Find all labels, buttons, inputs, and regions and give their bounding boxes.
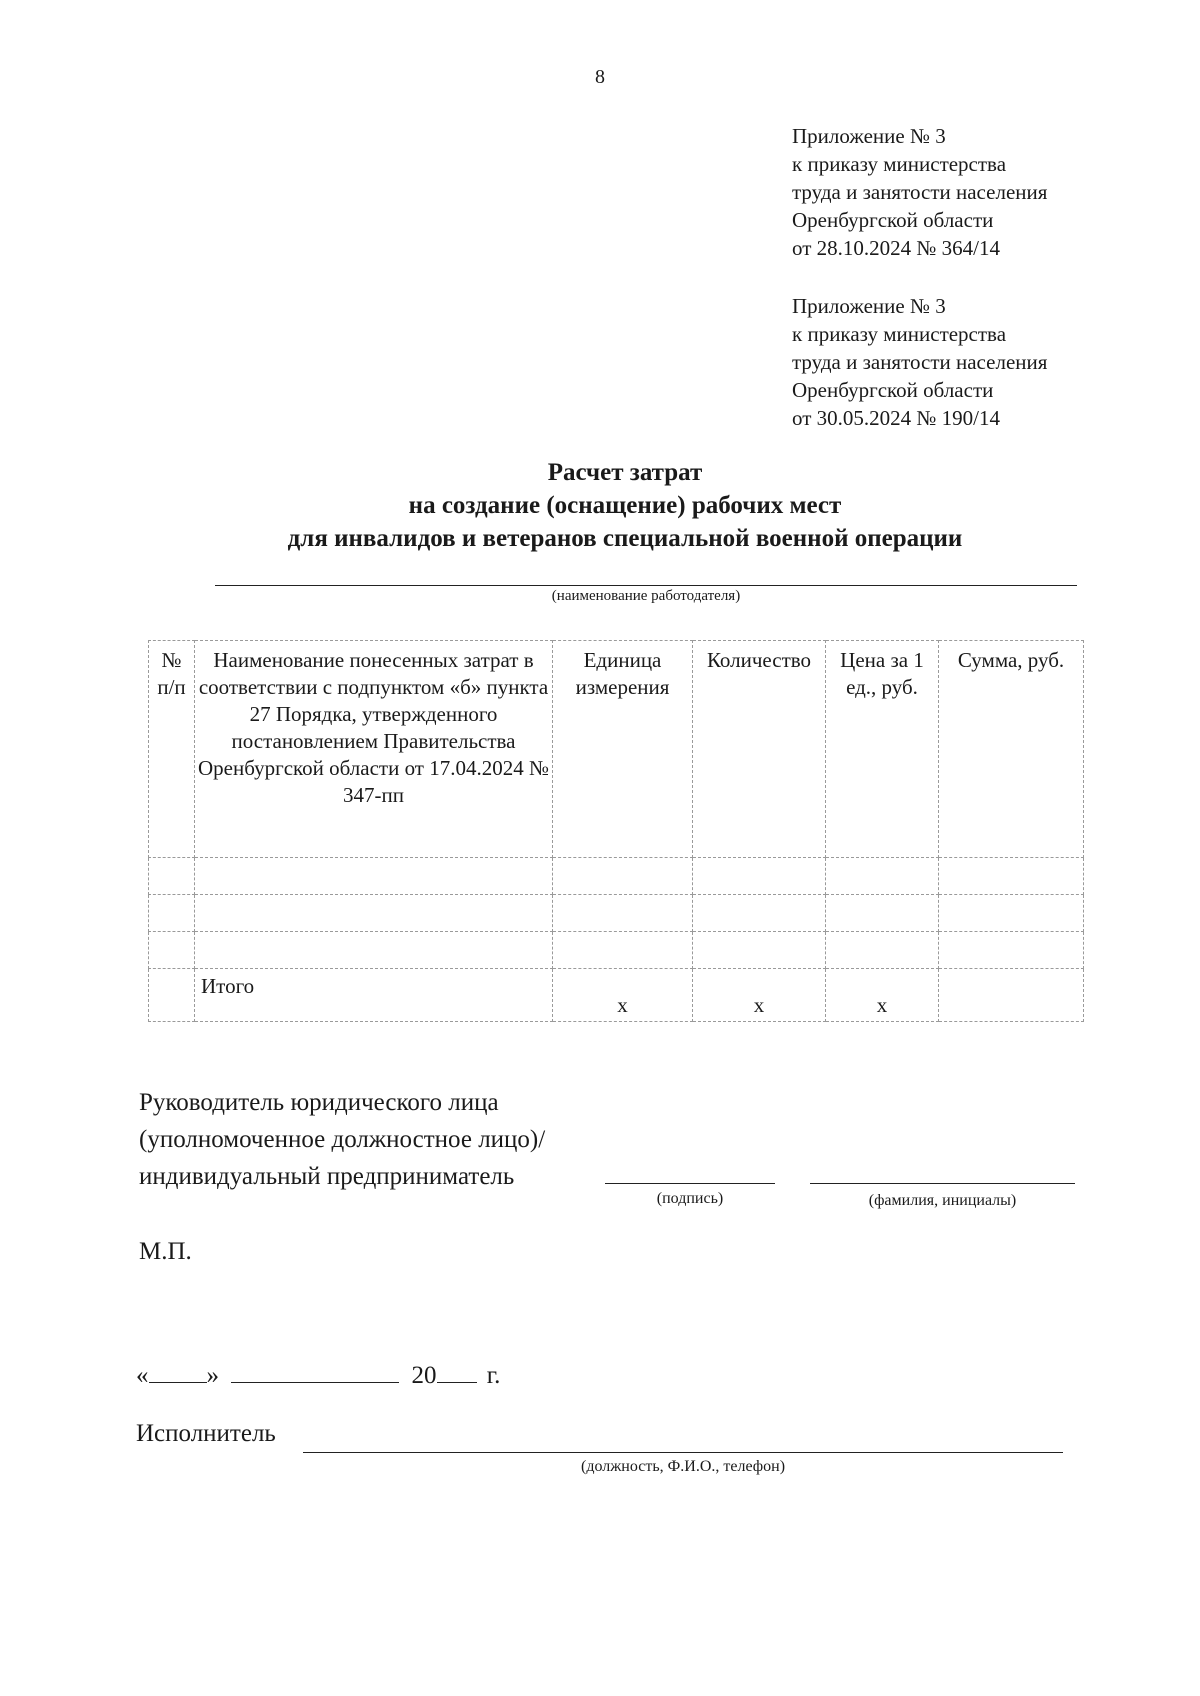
table-cell[interactable]	[939, 858, 1084, 895]
header-sum: Сумма, руб.	[939, 641, 1084, 858]
title-line: Расчет затрат	[547, 459, 703, 486]
table-cell[interactable]	[553, 858, 693, 895]
document-title	[0, 456, 1200, 555]
header-unit: Единица измерения	[553, 641, 693, 858]
table-row	[149, 895, 1084, 932]
total-sum-cell[interactable]	[939, 969, 1084, 1022]
close-quote: »	[206, 1362, 219, 1389]
appendix-line: от 28.10.2024 № 364/14	[792, 236, 1001, 260]
header-num: № п/п	[149, 641, 195, 858]
table-cell[interactable]	[939, 932, 1084, 969]
employer-name-field[interactable]	[215, 585, 1077, 586]
total-label: Итого	[195, 969, 553, 1022]
page-number: 8	[595, 66, 605, 88]
header-cost-name: Наименование понесенных затрат в соответствии с подпунктом «б» пункта 27 Порядка, утвержденного постановлением Правительства Оренбургской области от 17.04.2024 № 347-пп	[195, 641, 553, 858]
year-prefix: 20	[411, 1362, 437, 1389]
appendix-line: Приложение № 3	[792, 294, 946, 318]
table-cell[interactable]	[693, 895, 826, 932]
table-header-row	[149, 641, 1084, 858]
table-cell	[149, 969, 195, 1022]
signatory-line: (уполномоченное должностное лицо)/	[139, 1126, 546, 1153]
table-cell[interactable]	[939, 895, 1084, 932]
name-initials-field[interactable]	[810, 1183, 1075, 1184]
table-cell[interactable]	[693, 858, 826, 895]
cost-table	[148, 640, 1084, 1022]
table-cell[interactable]	[195, 932, 553, 969]
header-quantity: Количество	[693, 641, 826, 858]
signatory-block	[139, 1084, 545, 1195]
title-line: для инвалидов и ветеранов специальной военной операции	[287, 525, 963, 552]
table-cell[interactable]	[553, 895, 693, 932]
table-cell[interactable]	[149, 895, 195, 932]
appendix-line: Оренбургской области	[792, 378, 994, 402]
table-cell[interactable]	[826, 895, 939, 932]
employer-caption: (наименование работодателя)	[551, 588, 741, 604]
table-cell[interactable]	[553, 932, 693, 969]
day-field[interactable]	[149, 1362, 207, 1383]
table-cell[interactable]	[826, 858, 939, 895]
appendix-line: Приложение № 3	[792, 124, 946, 148]
table-cell[interactable]	[149, 858, 195, 895]
table-cell[interactable]	[149, 932, 195, 969]
signatory-line: Руководитель юридического лица	[139, 1089, 499, 1116]
table-row	[149, 858, 1084, 895]
appendix-line: труда и занятости населения	[792, 350, 1048, 374]
appendix-line: труда и занятости населения	[792, 180, 1048, 204]
year-field[interactable]	[437, 1362, 477, 1383]
table-total-row	[149, 969, 1084, 1022]
appendix-current-reference	[792, 122, 1047, 262]
stamp-placeholder: М.П.	[139, 1238, 192, 1265]
executor-caption: (должность, Ф.И.О., телефон)	[580, 1458, 786, 1475]
date-line	[136, 1362, 500, 1390]
header-price: Цена за 1 ед., руб.	[826, 641, 939, 858]
x-mark-quantity: х	[693, 969, 826, 1022]
signature-caption: (подпись)	[656, 1190, 724, 1207]
executor-field[interactable]	[303, 1452, 1063, 1453]
appendix-line: Оренбургской области	[792, 208, 994, 232]
year-suffix: г.	[486, 1362, 501, 1389]
appendix-line: от 30.05.2024 № 190/14	[792, 406, 1001, 430]
appendix-previous-reference	[792, 292, 1047, 432]
table-cell[interactable]	[195, 858, 553, 895]
appendix-line: к приказу министерства	[792, 322, 1007, 346]
table-cell[interactable]	[693, 932, 826, 969]
appendix-line: к приказу министерства	[792, 152, 1007, 176]
name-initials-caption: (фамилия, инициалы)	[868, 1192, 1017, 1209]
table-row	[149, 932, 1084, 969]
title-line: на создание (оснащение) рабочих мест	[408, 492, 842, 519]
open-quote: «	[136, 1362, 149, 1389]
signature-field[interactable]	[605, 1183, 775, 1184]
executor-label: Исполнитель	[136, 1420, 276, 1447]
signatory-line: индивидуальный предприниматель	[139, 1163, 515, 1190]
x-mark-unit: х	[553, 969, 693, 1022]
month-field[interactable]	[231, 1362, 399, 1383]
x-mark-price: х	[826, 969, 939, 1022]
table-cell[interactable]	[195, 895, 553, 932]
table-cell[interactable]	[826, 932, 939, 969]
